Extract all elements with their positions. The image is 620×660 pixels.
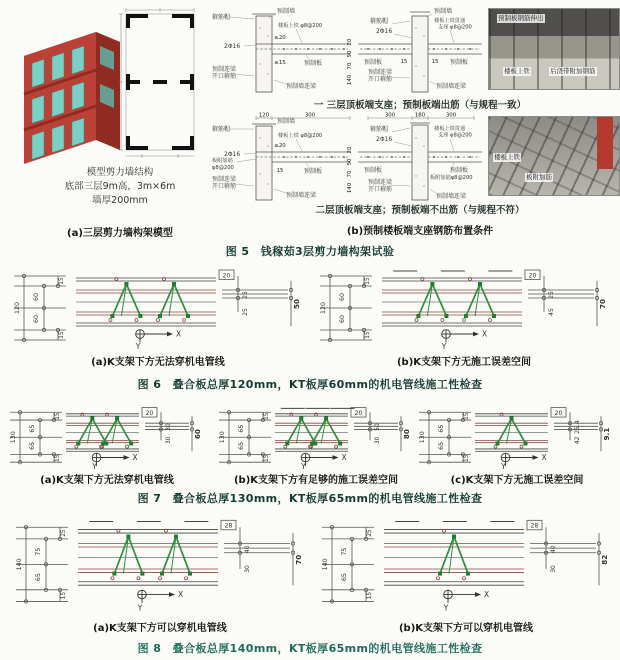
svg-text:25: 25 xyxy=(61,529,67,537)
svg-text:40: 40 xyxy=(550,545,557,554)
label-top-rebar-2: 支座 φ8@200 xyxy=(438,24,472,31)
svg-text:60: 60 xyxy=(33,292,40,302)
label-bars: 2Φ16 xyxy=(224,43,241,50)
svg-text:65: 65 xyxy=(35,573,42,582)
svg-text:15: 15 xyxy=(61,591,67,600)
svg-text:X: X xyxy=(541,453,547,463)
svg-text:20: 20 xyxy=(354,409,363,417)
label-precast-wall: 预制墙 xyxy=(434,8,453,15)
svg-text:130: 130 xyxy=(419,431,426,444)
model-desc-line2: 底部三层9m高，3m×6m xyxy=(64,181,176,192)
label-precast-slab-right: 预制板 xyxy=(450,167,469,174)
label-wall-beam: 预制墙连梁 xyxy=(436,83,467,90)
svg-text:Y: Y xyxy=(501,462,506,470)
svg-text:65: 65 xyxy=(438,424,445,433)
svg-text:45: 45 xyxy=(548,308,555,316)
photo2-label-1: 楼板上铁 xyxy=(494,153,520,161)
svg-text:60: 60 xyxy=(339,292,346,302)
svg-text:20: 20 xyxy=(528,272,537,280)
label-beam-stirrup-1: 预制连梁 xyxy=(212,66,237,73)
svg-text:60: 60 xyxy=(33,314,40,324)
svg-text:15: 15 xyxy=(55,454,61,462)
dim-15-left: 15 xyxy=(400,59,408,65)
fig7-caption: 图 7 叠合板总厚130mm，KT板厚65mm的机电管线施工性检查 xyxy=(137,492,483,505)
svg-text:60: 60 xyxy=(193,429,202,440)
fig7-sub-a: (a)K支架下方无法穿机电管线 xyxy=(40,475,174,486)
svg-text:120: 120 xyxy=(14,301,21,315)
red-formwork xyxy=(597,117,613,169)
svg-text:30: 30 xyxy=(244,565,251,573)
photo-slab-rebar-protruding xyxy=(488,8,620,90)
svg-text:15: 15 xyxy=(264,412,270,420)
label-precast-slab: 预制板 xyxy=(304,168,323,175)
svg-text:20: 20 xyxy=(222,272,231,280)
svg-text:X: X xyxy=(178,589,184,599)
vdim-140: 140 xyxy=(347,182,353,194)
svg-text:65: 65 xyxy=(29,424,36,433)
svg-text:140: 140 xyxy=(16,558,23,571)
svg-text:65: 65 xyxy=(438,441,445,450)
label-precast-slab: 预制板 xyxy=(304,60,323,67)
photo2-label-2: 板附加筋 xyxy=(526,173,552,181)
label-precast-slab-left: 预制板 xyxy=(364,167,383,174)
svg-text:15: 15 xyxy=(464,412,470,420)
detail-roof2-mid-support xyxy=(354,112,486,204)
svg-text:X: X xyxy=(341,453,347,463)
vdim-70: 70 xyxy=(347,62,353,70)
label-top-rebar-1: 楼板上铁贯通 xyxy=(434,126,466,132)
svg-text:65: 65 xyxy=(238,424,245,433)
label-hoop-cap: 箍筋帽 xyxy=(212,14,231,21)
vdim-140: 140 xyxy=(347,74,353,86)
detail-roof3-mid-support xyxy=(354,4,486,96)
label-wall-beam: 预制墙连梁 xyxy=(286,83,317,90)
label-beam-stirrup-2: 开口箍筋 xyxy=(368,186,393,193)
photo1-label-1: 预制板钢筋伸出 xyxy=(498,14,544,22)
svg-text:130: 130 xyxy=(10,431,17,444)
label-add-rebar: 板附加筋φ8@200 xyxy=(430,175,473,181)
photo-slab-top-rebar xyxy=(488,116,620,196)
svg-text:15: 15 xyxy=(367,591,373,600)
fig7-sub-c: (c)K支架下方无施工误差空间 xyxy=(450,475,584,486)
fig5-row2-caption: 二层顶板端支座；预制板端不出筋（与规程不符） xyxy=(315,205,525,216)
svg-text:Y: Y xyxy=(301,462,306,470)
svg-text:30: 30 xyxy=(374,436,381,445)
fig8-diagram-a xyxy=(10,518,310,613)
fig5-row1-caption: 一 三层顶板端支座；预制板端出筋（与规程一致） xyxy=(313,100,527,111)
svg-text:40: 40 xyxy=(244,545,251,554)
svg-text:70: 70 xyxy=(294,554,303,565)
fig6-sub-b: (b)K支架下方无施工误差空间 xyxy=(396,357,532,368)
label-precast-wall: 预制墙 xyxy=(277,118,296,125)
fig6-diagram-b xyxy=(314,268,614,350)
model-desc-line3: 墙厚200mm xyxy=(92,195,148,206)
vdim-70: 70 xyxy=(347,170,353,178)
detail-roof2-end-support xyxy=(210,112,354,204)
fig8-sub-a: (a)K支架下方可以穿机电管线 xyxy=(93,623,227,634)
svg-text:60: 60 xyxy=(339,314,346,324)
vdim-20: 20 xyxy=(347,146,353,154)
label-wall-beam: 预制墙连梁 xyxy=(286,192,317,199)
label-top-rebar: 楼板上铁 φ8@200 xyxy=(278,23,323,29)
svg-text:X: X xyxy=(132,453,138,463)
svg-text:65: 65 xyxy=(29,441,36,450)
label-add-rebar-1: 板附加筋 xyxy=(212,158,233,164)
svg-text:X: X xyxy=(484,589,490,599)
svg-text:25: 25 xyxy=(242,291,249,299)
svg-text:25.4: 25.4 xyxy=(574,420,581,434)
svg-text:15: 15 xyxy=(55,412,61,420)
dim-15: 15 xyxy=(276,168,284,174)
label-precast-wall: 预制墙 xyxy=(277,8,296,15)
svg-text:25: 25 xyxy=(548,291,555,299)
label-beam-stirrup-1: 预制连梁 xyxy=(368,69,393,76)
label-wall-beam: 预制墙连梁 xyxy=(436,193,467,200)
svg-text:15: 15 xyxy=(59,277,65,285)
dim-180: 180 xyxy=(414,112,426,119)
model-building xyxy=(24,32,120,164)
fig8-caption: 图 8 叠合板总厚140mm，KT板厚65mm的机电管线施工性检查 xyxy=(137,642,483,655)
svg-text:15: 15 xyxy=(365,277,371,285)
svg-text:Y: Y xyxy=(441,342,447,350)
dim-300: 300 xyxy=(304,112,316,119)
svg-text:X: X xyxy=(176,329,182,339)
label-top-rebar: 楼板上铁 φ8@200 xyxy=(278,133,323,139)
svg-text:30: 30 xyxy=(165,436,172,445)
label-beam-stirrup-2: 开口箍筋 xyxy=(212,73,237,80)
shear-wall-3d-model xyxy=(10,12,128,170)
detail-geometry xyxy=(230,116,350,200)
label-precast-slab-left: 预制板 xyxy=(364,59,383,66)
label-beam-stirrup-1: 预制连梁 xyxy=(212,176,237,183)
svg-text:30: 30 xyxy=(550,565,557,573)
dim-120: 120 xyxy=(258,112,270,119)
svg-text:75: 75 xyxy=(35,547,42,556)
plan-walls xyxy=(119,8,194,158)
fig7-diagram-a xyxy=(4,406,209,470)
dim-ge20: ≥20 xyxy=(274,35,286,41)
svg-text:65: 65 xyxy=(238,441,245,450)
photo1-label-3: 后浇带附加钢筋 xyxy=(550,67,596,75)
label-bars: 2Φ16 xyxy=(224,151,241,158)
label-hoop-cap: 箍筋帽 xyxy=(212,126,231,133)
svg-text:80: 80 xyxy=(402,429,411,440)
fig7-sub-b: (b)K支架下方有足够的施工误差空间 xyxy=(233,475,399,486)
fig5-caption: 图 5 钱稼茹3层剪力墙构架试验 xyxy=(225,245,395,258)
model-description xyxy=(28,166,212,208)
svg-text:15: 15 xyxy=(464,454,470,462)
label-top-rebar-2: 支座 φ8@200 xyxy=(438,132,472,139)
photo1-label-2: 楼板上铁 xyxy=(504,67,530,75)
svg-text:Y: Y xyxy=(135,342,141,350)
fig7-diagram-b xyxy=(213,406,418,470)
svg-text:140: 140 xyxy=(322,558,329,571)
label-top-rebar-1: 楼板上铁贯通 xyxy=(434,18,466,24)
fig6-caption: 图 6 叠合板总厚120mm，KT板厚60mm的机电管线施工性检查 xyxy=(137,378,483,391)
label-hoop-cap: 箍筋帽 xyxy=(370,126,389,133)
label-beam-stirrup-1: 预制连梁 xyxy=(368,179,393,186)
svg-text:25: 25 xyxy=(242,308,249,316)
svg-text:50: 50 xyxy=(374,423,381,431)
model-desc-line1: 模型剪力墙结构 xyxy=(86,167,154,178)
svg-text:Y: Y xyxy=(443,603,449,613)
label-hoop-cap: 箍筋帽 xyxy=(370,18,389,25)
svg-text:42: 42 xyxy=(574,436,581,445)
svg-text:9.1: 9.1 xyxy=(602,427,611,441)
svg-text:28: 28 xyxy=(224,522,233,530)
label-add-rebar-2: φ8@200 xyxy=(212,165,234,171)
svg-text:15: 15 xyxy=(264,454,270,462)
floor-plan xyxy=(112,4,208,164)
svg-text:130: 130 xyxy=(219,431,226,444)
dim-ge15: ≥15 xyxy=(274,60,286,66)
svg-text:82: 82 xyxy=(600,554,609,565)
fig5-sub-a: (a)三层剪力墙构架模型 xyxy=(67,228,173,239)
label-bars: 2Φ16 xyxy=(376,28,393,35)
dim-300-right: 300 xyxy=(445,112,457,119)
svg-text:20: 20 xyxy=(554,409,563,417)
svg-text:50: 50 xyxy=(292,298,301,310)
svg-text:30: 30 xyxy=(165,423,172,431)
dim-15-right: 15 xyxy=(431,59,439,65)
detail-roof3-end-support xyxy=(210,4,354,96)
label-beam-stirrup-2: 开口箍筋 xyxy=(212,183,237,190)
fig8-diagram-b xyxy=(316,518,616,613)
fig8-sub-b: (b)K支架下方可以穿机电管线 xyxy=(398,623,534,634)
fig7-diagram-c xyxy=(413,406,618,470)
svg-text:Y: Y xyxy=(137,603,143,613)
svg-text:15: 15 xyxy=(59,331,65,339)
dim-ge20: ≥20 xyxy=(274,143,286,149)
svg-text:Y: Y xyxy=(92,462,97,470)
svg-text:X: X xyxy=(482,329,488,339)
label-precast-slab-right: 预制板 xyxy=(450,59,469,66)
svg-text:120: 120 xyxy=(320,301,327,315)
vdim-50: 50 xyxy=(347,158,353,166)
fig6-sub-a: (a)K支架下方无法穿机电管线 xyxy=(91,357,225,368)
svg-text:20: 20 xyxy=(145,409,154,417)
svg-text:15: 15 xyxy=(365,331,371,339)
vdim-50: 50 xyxy=(347,50,353,58)
svg-text:70: 70 xyxy=(598,298,607,310)
svg-text:65: 65 xyxy=(341,573,348,582)
fig5-sub-b: (b)预制楼板端支座钢筋布置条件 xyxy=(346,226,494,237)
label-bars: 2Φ16 xyxy=(376,136,393,143)
label-beam-stirrup-2: 开口箍筋 xyxy=(368,76,393,83)
svg-text:25: 25 xyxy=(367,529,373,537)
svg-text:75: 75 xyxy=(341,547,348,556)
vdim-20: 20 xyxy=(347,38,353,46)
dim-300-left: 300 xyxy=(384,112,396,119)
svg-text:28: 28 xyxy=(530,522,539,530)
fig6-diagram-a xyxy=(8,268,308,350)
